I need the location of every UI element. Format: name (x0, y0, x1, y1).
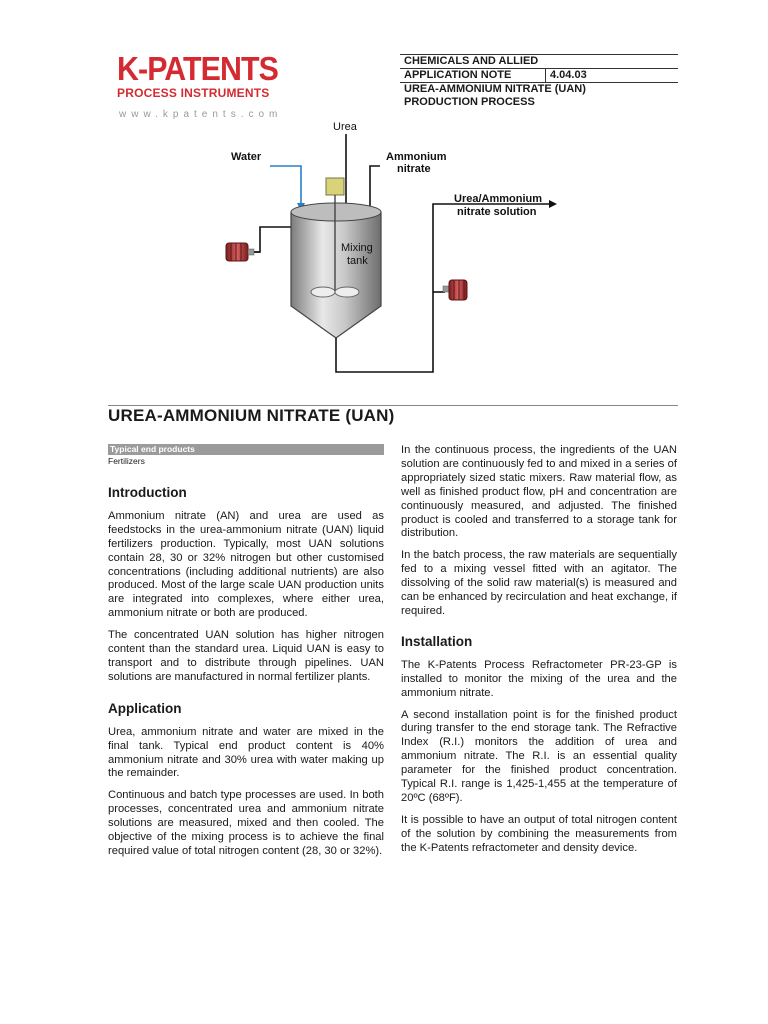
output-label-1: Urea/Ammonium (454, 193, 543, 205)
recirculation-line (251, 227, 291, 252)
refractometer-sensor-left (226, 243, 254, 261)
introduction-heading: Introduction (108, 485, 187, 500)
installation-paragraph-3: It is possible to have an output of total nitrogen content of the solution by combining the measurements from the K-Patents refractometer and density device. (401, 813, 677, 854)
tank-label-2: tank (347, 255, 368, 267)
process-diagram (0, 118, 768, 403)
installation-heading: Installation (401, 633, 473, 649)
website-url[interactable]: www.kpatents.com (119, 109, 283, 120)
introduction-paragraph-1: Ammonium nitrate (AN) and urea are used as feedstocks in the urea-ammonium nitrate (UAN) liquid fertilizers production. Typically, most UAN solutions contain 28, 30 or 32% nitrogen but other customised concentrations (including additional nutrients) are also produced. Most of the large scale UAN production units are integrated into complexes, where either urea, ammonium nitrate or both are produced. (108, 509, 384, 620)
application-paragraph-2: Continuous and batch type processes are used. In both processes, concentrated urea and ammonium nitrate solutions are measured, mixed and then cooled. The objective of the mixing process is to achieve the final required value of total nitrogen content (28, 30 or 32%). (108, 789, 384, 857)
page-title: UREA-AMMONIUM NITRATE (UAN) (108, 406, 395, 425)
introduction-paragraph-2: The concentrated UAN solution has higher nitrogen content than the standard urea. Liquid UAN is easy to transport and to distribute through pipelines. UAN solutions are manufactured in normal fertilizer plants. (108, 629, 384, 683)
application-heading: Application (108, 700, 182, 716)
header-code: 4.04.03 (546, 69, 679, 83)
continuous-process-paragraph: In the continuous process, the ingredients of the UAN solution are continuously fed to and mixed in a series of appropriately sized static mixers. Raw material flow, as well as finished product flow, pH and concentration are continuously measured, and adjusted. The finished product is cooled and transferred to a storage tank for distribution. (401, 444, 677, 540)
application-note-header (400, 54, 678, 109)
refractometer-sensor-right (443, 280, 467, 300)
batch-process-paragraph: In the batch process, the raw materials are sequentially fed to a mixing vessel fitted with an agitator. The dissolving of the solid raw material(s) is measured and can be enhanced by recirculation and heat exchange, if required. (401, 549, 677, 617)
ammonium-nitrate-inlet-line (370, 166, 380, 212)
water-inlet-line (270, 166, 301, 207)
ammonium-label-1: Ammonium (386, 151, 447, 163)
header-title-line2: PRODUCTION PROCESS (404, 96, 535, 108)
header-label: APPLICATION NOTE (400, 69, 546, 83)
end-products-value: Fertilizers (108, 456, 145, 466)
right-column (401, 444, 677, 864)
end-products-tag: Typical end products (108, 444, 384, 455)
water-label: Water (231, 151, 262, 163)
output-label-2: nitrate solution (457, 206, 537, 218)
logo-subtitle: PROCESS INSTRUMENTS (117, 86, 270, 100)
company-logo (117, 52, 292, 100)
application-paragraph-1: Urea, ammonium nitrate and water are mixed in the final tank. Typical end product content is 40% ammonium nitrate and 30% urea with water making up the remainder. (108, 725, 384, 780)
tank-label-1: Mixing (341, 242, 373, 254)
header-category: CHEMICALS AND ALLIED (400, 55, 678, 69)
ammonium-label-2: nitrate (397, 163, 431, 175)
urea-label: Urea (333, 121, 357, 133)
header-title-line1: UREA-AMMONIUM NITRATE (UAN) (400, 83, 678, 97)
left-column (108, 444, 384, 867)
installation-paragraph-2: A second installation point is for the finished product during transfer to the end storage tank. The Refractive Index (R.I.) monitors the addition of urea and ammonium nitrate. The R.I. is an essential quality parameter for the finished product concentration. Typical R.I. range is 1,425-1,455 at the temperature of 20ºC (68ºF). (401, 708, 677, 804)
logo-wordmark: K-PATENTS (117, 50, 278, 87)
installation-paragraph-1: The K-Patents Process Refractometer PR-23-GP is installed to monitor the mixing of the urea and the ammonium nitrate. (401, 658, 677, 699)
